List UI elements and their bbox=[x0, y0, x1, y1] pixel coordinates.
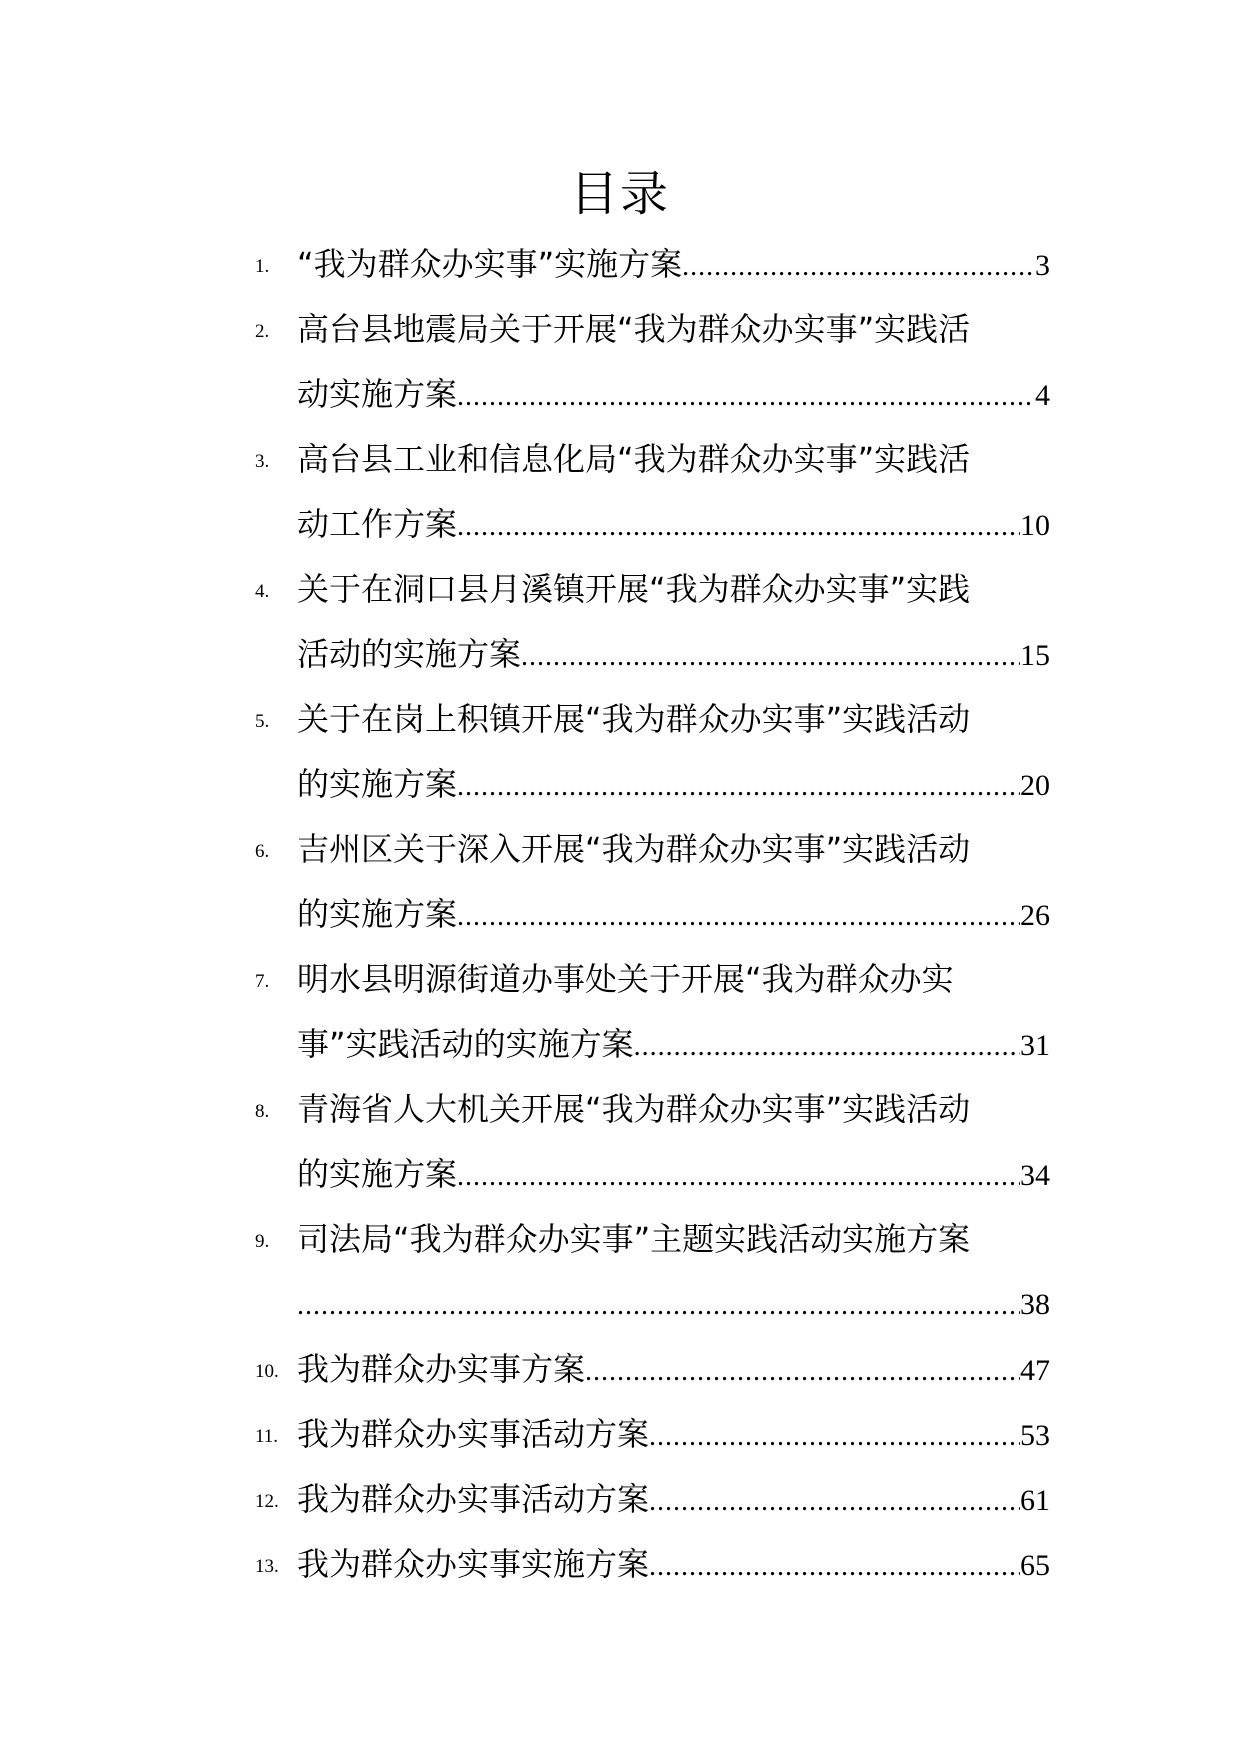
dot-leader bbox=[297, 1273, 1020, 1338]
toc-entry-page-number: 31 bbox=[1020, 1029, 1050, 1062]
toc-entry-page-number: 61 bbox=[1020, 1484, 1050, 1517]
toc-entry-text: 的实施方案 bbox=[297, 895, 458, 933]
toc-entry[interactable] bbox=[255, 427, 1050, 557]
toc-entry-number: 2. bbox=[255, 321, 270, 342]
toc-entry-number: 3. bbox=[255, 451, 270, 472]
toc-entry-fill bbox=[297, 1532, 1050, 1599]
toc-entry-text: 明水县明源街道办事处关于开展“我为群众办实 bbox=[297, 960, 954, 998]
toc-entry-number: 13. bbox=[255, 1556, 279, 1577]
toc-title: 目录 bbox=[569, 166, 670, 222]
toc-entry-fill bbox=[297, 752, 1050, 819]
toc-entry-line bbox=[255, 1077, 1050, 1142]
toc-entry-text: 动实施方案 bbox=[297, 375, 458, 413]
toc-entry-number: 5. bbox=[255, 711, 270, 732]
toc-entry-text: 的实施方案 bbox=[297, 765, 458, 803]
toc-entry-line bbox=[255, 1142, 1050, 1207]
toc-entry-line bbox=[255, 492, 1050, 557]
toc-entry[interactable] bbox=[255, 687, 1050, 817]
toc-entry-fill bbox=[297, 1272, 1050, 1338]
toc-entry-text: 我为群众办实事活动方案 bbox=[297, 1415, 650, 1453]
toc-entry-fill bbox=[297, 1012, 1050, 1079]
toc-entry-text: 吉州区关于深入开展“我为群众办实事”实践活动 bbox=[297, 830, 971, 868]
toc-entry-page-number: 34 bbox=[1020, 1159, 1050, 1192]
toc-entry-line bbox=[255, 1467, 1050, 1532]
toc-entry-line bbox=[255, 752, 1050, 817]
toc-entry-line bbox=[255, 1532, 1050, 1597]
toc-entry-page-number: 65 bbox=[1020, 1549, 1050, 1582]
toc-entry-number: 9. bbox=[255, 1231, 270, 1252]
toc-entry-fill bbox=[297, 1337, 1050, 1404]
toc-entry[interactable] bbox=[255, 947, 1050, 1077]
dot-leader bbox=[649, 1404, 1020, 1469]
dot-leader bbox=[457, 754, 1020, 819]
dot-leader bbox=[682, 234, 1035, 299]
toc-entry-text: 我为群众办实事方案 bbox=[297, 1350, 586, 1388]
dot-leader bbox=[634, 1014, 1020, 1079]
toc-entry-line bbox=[255, 1402, 1050, 1467]
dot-leader bbox=[521, 624, 1020, 689]
toc-entry-line bbox=[255, 622, 1050, 687]
toc-entry-line bbox=[255, 947, 1050, 1012]
toc-entry-fill bbox=[297, 1142, 1050, 1209]
toc-entry-text: 我为群众办实事活动方案 bbox=[297, 1480, 650, 1518]
toc-entry-text: 高台县工业和信息化局“我为群众办实事”实践活 bbox=[297, 440, 971, 478]
toc-entry[interactable] bbox=[255, 1337, 1050, 1402]
toc-entry[interactable] bbox=[255, 1532, 1050, 1597]
toc-entry-page-number: 38 bbox=[1020, 1288, 1050, 1321]
dot-leader bbox=[457, 1144, 1020, 1209]
toc-entry-number: 1. bbox=[255, 256, 270, 277]
toc-entry-line bbox=[255, 232, 1050, 297]
dot-leader bbox=[457, 494, 1020, 559]
toc-entry-text: 高台县地震局关于开展“我为群众办实事”实践活 bbox=[297, 310, 971, 348]
toc-entry-text: 青海省人大机关开展“我为群众办实事”实践活动 bbox=[297, 1090, 971, 1128]
toc-entry-number: 10. bbox=[255, 1361, 279, 1382]
toc-entry[interactable] bbox=[255, 1207, 1050, 1337]
toc-entry-line bbox=[255, 882, 1050, 947]
toc-entry-text: 司法局“我为群众办实事”主题实践活动实施方案 bbox=[297, 1220, 971, 1258]
toc-entry-text: 动工作方案 bbox=[297, 505, 458, 543]
toc-entry-page-number: 4 bbox=[1035, 379, 1050, 412]
toc-entry-line bbox=[255, 817, 1050, 882]
toc-entry-number: 8. bbox=[255, 1101, 270, 1122]
toc-entry-fill bbox=[297, 232, 1050, 299]
toc-entry-number: 6. bbox=[255, 841, 270, 862]
toc-entry-line bbox=[255, 427, 1050, 492]
toc-entry-page-number: 15 bbox=[1020, 639, 1050, 672]
toc-entry-page-number: 3 bbox=[1035, 249, 1050, 282]
toc-entry-fill bbox=[297, 622, 1050, 689]
toc-entry-text: 关于在岗上积镇开展“我为群众办实事”实践活动 bbox=[297, 700, 971, 738]
toc-entry-text: 事”实践活动的实施方案 bbox=[297, 1025, 634, 1063]
toc-entry-text: “我为群众办实事”实施方案 bbox=[297, 245, 683, 283]
toc-entry-fill bbox=[297, 1467, 1050, 1534]
toc-list bbox=[255, 232, 1050, 1597]
toc-entry-fill bbox=[297, 362, 1050, 429]
toc-entry-page-number: 47 bbox=[1020, 1354, 1050, 1387]
toc-entry-text: 我为群众办实事实施方案 bbox=[297, 1545, 650, 1583]
toc-entry-page-number: 20 bbox=[1020, 769, 1050, 802]
toc-entry-number: 12. bbox=[255, 1491, 279, 1512]
toc-entry-line bbox=[255, 1012, 1050, 1077]
toc-entry[interactable] bbox=[255, 1402, 1050, 1467]
toc-entry-line bbox=[255, 362, 1050, 427]
toc-entry-page-number: 26 bbox=[1020, 899, 1050, 932]
toc-entry-line bbox=[255, 1272, 1050, 1337]
toc-entry-line bbox=[255, 297, 1050, 362]
toc-entry-line bbox=[255, 687, 1050, 752]
toc-entry-fill bbox=[297, 882, 1050, 949]
dot-leader bbox=[649, 1469, 1020, 1534]
toc-entry-text: 关于在洞口县月溪镇开展“我为群众办实事”实践 bbox=[297, 570, 971, 608]
dot-leader bbox=[585, 1339, 1020, 1404]
dot-leader bbox=[649, 1534, 1020, 1599]
toc-entry-text: 的实施方案 bbox=[297, 1155, 458, 1193]
toc-entry[interactable] bbox=[255, 817, 1050, 947]
toc-entry-text: 活动的实施方案 bbox=[297, 635, 522, 673]
toc-entry-line bbox=[255, 1207, 1050, 1272]
toc-entry-page-number: 53 bbox=[1020, 1419, 1050, 1452]
toc-entry-line bbox=[255, 557, 1050, 622]
toc-entry-line bbox=[255, 1337, 1050, 1402]
toc-entry[interactable] bbox=[255, 1467, 1050, 1532]
toc-entry[interactable] bbox=[255, 557, 1050, 687]
toc-entry[interactable] bbox=[255, 297, 1050, 427]
toc-entry-number: 7. bbox=[255, 971, 270, 992]
toc-entry-number: 11. bbox=[255, 1426, 279, 1447]
toc-entry[interactable] bbox=[255, 1077, 1050, 1207]
dot-leader bbox=[457, 884, 1020, 949]
toc-entry-number: 4. bbox=[255, 581, 270, 602]
toc-entry-fill bbox=[297, 1402, 1050, 1469]
toc-entry[interactable] bbox=[255, 232, 1050, 297]
toc-entry-fill bbox=[297, 492, 1050, 559]
dot-leader bbox=[457, 364, 1035, 429]
toc-entry-page-number: 10 bbox=[1020, 509, 1050, 542]
